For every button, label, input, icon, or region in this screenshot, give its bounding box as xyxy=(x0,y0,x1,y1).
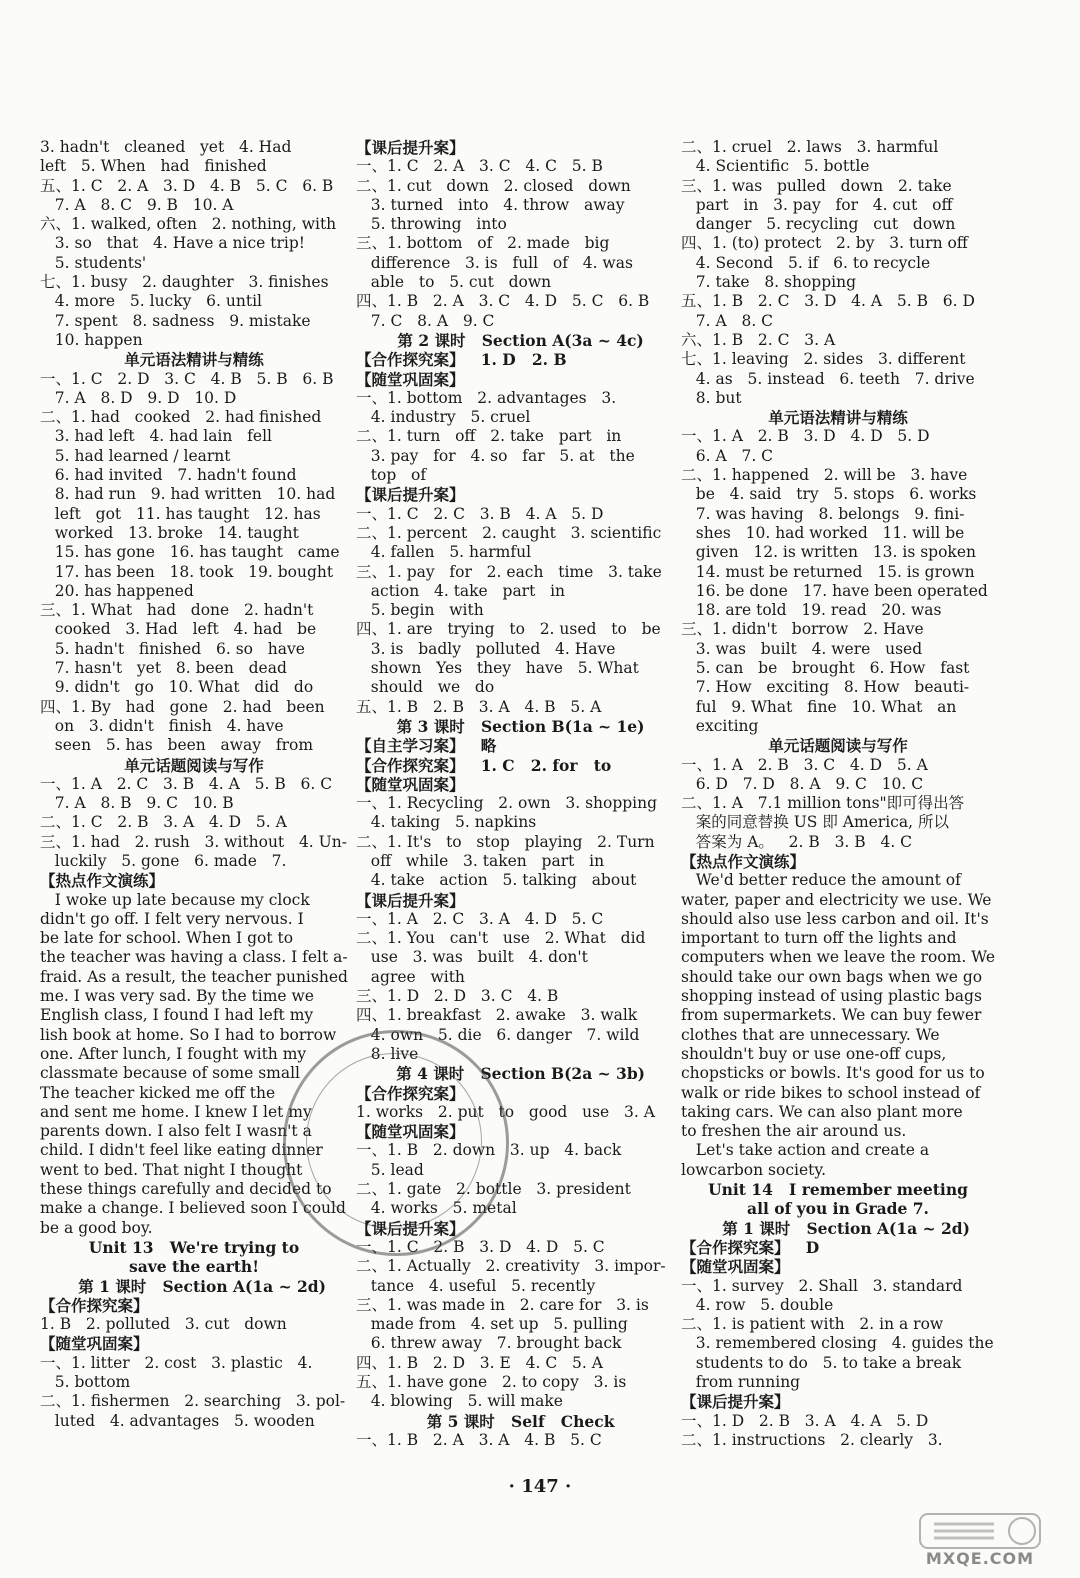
answer-line: 一、1. B 2. A 3. A 4. B 5. C xyxy=(356,1430,602,1449)
answer-line: 4. own 5. die 6. danger 7. wild xyxy=(356,1025,640,1044)
answer-line: chopsticks or bowls. It's good for us to xyxy=(681,1064,985,1083)
answer-line: 二、1. cruel 2. laws 3. harmful xyxy=(681,138,939,156)
answer-line: child. I didn't feel like eating dinner xyxy=(40,1141,323,1160)
answer-line: worked 13. broke 14. taught xyxy=(40,523,299,542)
answer-line: 7. C 8. A 9. C xyxy=(356,311,495,330)
answer-line: seen 5. has been away from xyxy=(40,736,314,755)
answer-line: 【合作探究案】 D xyxy=(681,1237,820,1257)
answer-line: 5. hadn't finished 6. so have xyxy=(40,639,305,658)
answer-line: make a change. I believed soon I could xyxy=(40,1199,346,1218)
answer-line: classmate because of some small xyxy=(40,1064,300,1083)
answer-line: 16. be done 17. have been operated xyxy=(681,581,988,600)
answer-line: 二、1. instructions 2. clearly 3. xyxy=(681,1430,943,1449)
answer-line: 4. as 5. instead 6. teeth 7. drive xyxy=(681,369,975,388)
answer-line: 五、1. B 2. B 3. A 4. B 5. A xyxy=(356,697,602,716)
answer-line: difference 3. is full of 4. was xyxy=(356,253,633,272)
answer-line: walk or ride bikes to school instead of xyxy=(681,1083,981,1102)
answer-line: 【合作探究案】 1. C 2. for to xyxy=(356,755,612,775)
answer-line: 【随堂巩固案】 xyxy=(356,1122,465,1142)
answer-line: 【自主学习案】 略 xyxy=(356,736,497,756)
answer-line: 二、1. You can't use 2. What did xyxy=(356,929,646,948)
answer-line: 二、1. fishermen 2. searching 3. pol- xyxy=(40,1392,346,1411)
answer-line: 3. so that 4. Have a nice trip! xyxy=(40,234,305,253)
answer-line: 9. didn't go 10. What did do xyxy=(40,678,314,697)
answer-line: 8. live xyxy=(356,1044,419,1063)
answer-line: 七、1. leaving 2. sides 3. different xyxy=(681,350,966,369)
answer-line: 【课后提升案】 xyxy=(681,1392,790,1412)
answer-line: 四、1. B 2. A 3. C 4. D 5. C 6. B xyxy=(356,292,650,311)
answer-line: 二、1. happened 2. will be 3. have xyxy=(681,466,968,485)
answer-line: lish book at home. So I had to borrow xyxy=(40,1025,337,1044)
answer-line: 4. row 5. double xyxy=(681,1295,834,1314)
answer-line: and sent me home. I knew I let my xyxy=(40,1102,312,1121)
answer-line: 【合作探究案】 1. D 2. B xyxy=(356,350,567,370)
answer-line: 3. hadn't cleaned yet 4. Had xyxy=(40,138,292,156)
seal-stamp-inner-ring xyxy=(306,1053,482,1229)
answer-line: 6. A 7. C xyxy=(681,446,774,465)
answer-line: 4. blowing 5. will make xyxy=(356,1392,563,1411)
answer-line: 【热点作文演练】 xyxy=(681,851,806,871)
answer-line: 二、1. gate 2. bottle 3. president xyxy=(356,1180,631,1199)
answer-line: 六、1. B 2. C 3. A xyxy=(681,330,836,349)
answer-line: 7. A 8. C 9. B 10. A xyxy=(40,195,234,214)
answer-line: use 3. was built 4. don't xyxy=(356,948,588,967)
answer-line: 六、1. walked, often 2. nothing, with xyxy=(40,215,337,234)
answer-line: 单元话题阅读与写作 xyxy=(768,736,908,756)
answer-line: exciting xyxy=(681,716,759,735)
answer-line: off while 3. taken part in xyxy=(356,851,605,870)
answer-line: 二、1. It's to stop playing 2. Turn xyxy=(356,832,655,851)
answer-line: 第 1 课时 Section A(1a ~ 2d) xyxy=(706,1218,970,1238)
answer-line: the teacher was having a class. I felt a- xyxy=(40,948,348,967)
answer-line: 7. A 8. B 9. C 10. B xyxy=(40,794,234,813)
answer-line: 8. had run 9. had written 10. had xyxy=(40,485,336,504)
answer-line: 二、1. A 7.1 million tons"即可得出答 xyxy=(681,794,965,813)
answer-line: one. After lunch, I fought with my xyxy=(40,1044,307,1063)
answer-line: 一、1. A 2. B 3. D 4. D 5. D xyxy=(681,427,930,446)
answer-line: 8. but xyxy=(681,388,742,407)
watermark-site: MXQE.COM xyxy=(925,1549,1035,1568)
answer-line: taking cars. We can also plant more xyxy=(681,1102,963,1121)
answer-line: 6. D 7. D 8. A 9. C 10. C xyxy=(681,774,924,793)
answer-line: 四、1. are trying to 2. used to be xyxy=(356,620,661,639)
answer-line: 一、1. C 2. C 3. B 4. A 5. D xyxy=(356,504,604,523)
answer-line: 一、1. Recycling 2. own 3. shopping xyxy=(356,794,658,813)
answer-line: me. I was very sad. By the time we xyxy=(40,987,314,1006)
answer-line: 一、1. C 2. B 3. D 4. D 5. C xyxy=(356,1237,605,1256)
answer-line: Let's take action and create a xyxy=(681,1141,930,1160)
answer-line: 20. has happened xyxy=(40,581,194,600)
answer-line: 一、1. survey 2. Shall 3. standard xyxy=(681,1276,963,1295)
answer-line: 3. remembered closing 4. guides the xyxy=(681,1334,994,1353)
answer-line: Unit 13 We're trying to xyxy=(88,1237,300,1257)
answer-line: 四、1. B 2. D 3. E 4. C 5. A xyxy=(356,1353,603,1372)
answer-line: 4. Second 5. if 6. to recycle xyxy=(681,253,931,272)
answer-line: 7. How exciting 8. How beauti- xyxy=(681,678,970,697)
answer-line: 4. industry 5. cruel xyxy=(356,408,531,427)
answer-line: left got 11. has taught 12. has xyxy=(40,504,321,523)
answer-line: 单元语法精讲与精练 xyxy=(124,350,264,370)
answer-line: 【随堂巩固案】 xyxy=(40,1334,149,1354)
answer-line: shown Yes they have 5. What xyxy=(356,659,639,678)
answer-line: 7. was having 8. belongs 9. fini- xyxy=(681,504,965,523)
answer-line: parents down. I also felt I wasn't a xyxy=(40,1122,312,1141)
answer-line: be late for school. When I got to xyxy=(40,929,294,948)
answer-line: 6. had invited 7. hadn't found xyxy=(40,466,297,485)
answer-line: shes 10. had worked 11. will be xyxy=(681,523,965,542)
answer-line: 3. was built 4. were used xyxy=(681,639,923,658)
answer-line: 案的同意替换 US 即 America, 所以 xyxy=(681,813,949,832)
answer-line: 5. can be brought 6. How fast xyxy=(681,659,970,678)
answer-line: 7. spent 8. sadness 9. mistake xyxy=(40,311,311,330)
answer-line: 单元语法精讲与精练 xyxy=(768,408,908,428)
answer-line: important to turn off the lights and xyxy=(681,929,957,948)
column-right xyxy=(681,138,995,1450)
answer-line: 二、1. turn off 2. take part in xyxy=(356,427,622,446)
answer-line: 4. take action 5. talking about xyxy=(356,871,637,890)
answer-line: 3. pay for 4. so far 5. at the xyxy=(356,446,635,465)
answer-line: 5. throwing into xyxy=(356,215,507,234)
answer-line: 5. students' xyxy=(40,253,147,272)
answer-line: 14. must be returned 15. is grown xyxy=(681,562,975,581)
answer-line: 【随堂巩固案】 xyxy=(356,369,465,389)
answer-line: 【课后提升案】 xyxy=(356,485,465,505)
answer-line: 答案为 A。 2. B 3. B 4. C xyxy=(681,832,913,851)
answer-line: ful 9. What fine 10. What an xyxy=(681,697,957,716)
answer-line: left 5. When had finished xyxy=(40,157,267,176)
answer-line: 一、1. C 2. D 3. C 4. B 5. B 6. B xyxy=(40,369,334,388)
watermark-logo-icon xyxy=(890,1512,1070,1552)
answer-line: all of you in Grade 7. xyxy=(747,1199,929,1219)
answer-line: 10. happen xyxy=(40,330,143,349)
answer-line: didn't go off. I felt very nervous. I xyxy=(40,909,304,928)
answer-line: 5. had learned / learnt xyxy=(40,446,231,465)
answer-line: be 4. said try 5. stops 6. works xyxy=(681,485,977,504)
answer-line: danger 5. recycling cut down xyxy=(681,215,956,234)
answer-line: 4. Scientific 5. bottle xyxy=(681,157,870,176)
answer-line: 【随堂巩固案】 xyxy=(681,1257,790,1277)
answer-line: 二、1. percent 2. caught 3. scientific xyxy=(356,523,662,542)
answer-line: 四、1. (to) protect 2. by 3. turn off xyxy=(681,234,968,253)
answer-line: computers when we leave the room. We xyxy=(681,948,995,967)
seal-stamp xyxy=(283,1030,509,1256)
answer-line: 三、1. was made in 2. care for 3. is xyxy=(356,1295,649,1314)
answer-line: action 4. take part in xyxy=(356,581,566,600)
answer-line: luckily 5. gone 6. made 7. xyxy=(54,851,287,870)
answer-line: 1. B 2. polluted 3. cut down xyxy=(40,1315,287,1334)
answer-line: 一、1. C 2. A 3. C 4. C 5. B xyxy=(356,157,603,176)
answer-line: should we do xyxy=(356,678,495,697)
answer-line: 二、1. is patient with 2. in a row xyxy=(681,1315,944,1334)
answer-line: 5. lead xyxy=(356,1160,424,1179)
answer-line: 17. has been 18. took 19. bought xyxy=(40,562,334,581)
answer-line: 七、1. busy 2. daughter 3. finishes xyxy=(40,273,329,292)
answer-line: 3. is badly polluted 4. Have xyxy=(356,639,616,658)
answer-line: I woke up late because my clock xyxy=(40,890,310,909)
answer-line: 二、1. had cooked 2. had finished xyxy=(40,408,322,427)
answer-line: The teacher kicked me off the xyxy=(40,1083,276,1102)
answer-line: these things carefully and decided to xyxy=(40,1180,332,1199)
answer-line: 6. threw away 7. brought back xyxy=(356,1334,622,1353)
answer-line: 三、1. was pulled down 2. take xyxy=(681,176,952,195)
answer-line: 【课后提升案】 xyxy=(356,1218,465,1238)
answer-line: 18. are told 19. read 20. was xyxy=(695,601,942,620)
answer-line: 第 3 课时 Section B(1a ~ 1e) xyxy=(380,716,645,736)
answer-line: tance 4. useful 5. recently xyxy=(356,1276,596,1295)
answer-line: from supermarkets. We can buy fewer xyxy=(681,1006,982,1025)
answer-line: 一、1. bottom 2. advantages 3. xyxy=(356,388,617,407)
answer-line: on 3. didn't finish 4. have xyxy=(40,716,284,735)
answer-line: 第 4 课时 Section B(2a ~ 3b) xyxy=(379,1064,645,1084)
answer-line: 一、1. A 2. C 3. B 4. A 5. B 6. C xyxy=(40,774,333,793)
answer-line: 五、1. B 2. C 3. D 4. A 5. B 6. D xyxy=(681,292,975,311)
answer-line: 3. turned into 4. throw away xyxy=(356,195,625,214)
page-number: · 147 · xyxy=(508,1476,572,1497)
answer-line: 7. take 8. shopping xyxy=(681,273,857,292)
answer-line: 3. had left 4. had lain fell xyxy=(40,427,272,446)
answer-line: save the earth! xyxy=(128,1257,260,1277)
answer-line: 4. works 5. metal xyxy=(356,1199,517,1218)
answer-line: agree with xyxy=(356,967,465,986)
answer-line: 三、1. bottom of 2. made big xyxy=(356,234,610,253)
answer-line: should also use less carbon and oil. It's xyxy=(681,909,989,928)
answer-line: 五、1. have gone 2. to copy 3. is xyxy=(356,1373,627,1391)
answer-line: 五、1. C 2. A 3. D 4. B 5. C 6. B xyxy=(40,176,334,195)
answer-line: cooked 3. Had left 4. had be xyxy=(40,620,317,639)
answer-line: 三、1. pay for 2. each time 3. take xyxy=(356,562,662,581)
answer-line: top of xyxy=(356,466,427,485)
answer-line: able to 5. cut down xyxy=(356,273,552,292)
answer-line: 三、1. had 2. rush 3. without 4. Un- xyxy=(40,832,347,851)
answer-line: to freshen the air around us. xyxy=(681,1122,907,1141)
answer-line: part in 3. pay for 4. cut off xyxy=(681,195,953,214)
answer-line: lowcarbon society. xyxy=(681,1160,827,1179)
answer-line: students to do 5. to take a break xyxy=(681,1353,962,1372)
answer-line: 【课后提升案】 xyxy=(356,890,465,910)
answer-line: 4. more 5. lucky 6. until xyxy=(40,292,262,311)
answer-line: 【合作探究案】 xyxy=(40,1295,149,1315)
answer-line: English class, I found I had left my xyxy=(40,1006,314,1025)
answer-line: We'd better reduce the amount of xyxy=(681,871,961,890)
answer-line: 二、1. cut down 2. closed down xyxy=(356,176,631,195)
answer-line: 一、1. D 2. B 3. A 4. A 5. D xyxy=(681,1411,929,1430)
answer-line: luted 4. advantages 5. wooden xyxy=(40,1411,315,1430)
answer-line: 一、1. A 2. B 3. C 4. D 5. A xyxy=(681,755,928,774)
answer-line: 4. taking 5. napkins xyxy=(356,813,537,832)
answer-line: 【随堂巩固案】 xyxy=(356,774,465,794)
answer-line: 5. begin with xyxy=(356,601,484,620)
answer-line: 一、1. litter 2. cost 3. plastic 4. xyxy=(40,1353,313,1372)
answer-line: 7. A 8. C xyxy=(681,311,774,330)
answer-line: 三、1. D 2. D 3. C 4. B xyxy=(356,987,559,1006)
answer-line: went to bed. That night I thought xyxy=(40,1160,303,1179)
answer-line: should take our own bags when we go xyxy=(681,967,983,986)
answer-line: given 12. is written 13. is spoken xyxy=(681,543,976,562)
answer-line: 二、1. Actually 2. creativity 3. impor- xyxy=(356,1257,666,1276)
answer-line: 一、1. B 2. down 3. up 4. back xyxy=(356,1141,622,1160)
answer-line: 二、1. C 2. B 3. A 4. D 5. A xyxy=(40,813,287,832)
answer-line: made from 4. set up 5. pulling xyxy=(370,1315,628,1334)
answer-line: 四、1. breakfast 2. awake 3. walk xyxy=(356,1006,638,1025)
column-left xyxy=(40,138,348,1431)
answer-line: 【热点作文演练】 xyxy=(40,871,165,891)
answer-line: shouldn't buy or use one-off cups, xyxy=(681,1044,947,1063)
answer-line: 单元话题阅读与写作 xyxy=(124,755,264,775)
answer-line: water, paper and electricity we use. We xyxy=(681,890,992,909)
answer-line: Unit 14 I remember meeting xyxy=(708,1180,968,1200)
answer-line: 5. bottom xyxy=(40,1373,131,1391)
answer-line: 15. has gone 16. has taught came xyxy=(40,543,340,562)
answer-line: clothes that are unnecessary. We xyxy=(681,1025,940,1044)
answer-line: 第 1 课时 Section A(1a ~ 2d) xyxy=(62,1276,326,1296)
answer-line: fraid. As a result, the teacher punished xyxy=(40,967,348,986)
answer-line: 四、1. By had gone 2. had been xyxy=(40,697,325,716)
answer-line: 一、1. A 2. C 3. A 4. D 5. C xyxy=(356,909,604,928)
answer-line: 三、1. didn't borrow 2. Have xyxy=(681,620,924,639)
answer-line: 4. fallen 5. harmful xyxy=(356,543,532,562)
answer-line: from running xyxy=(681,1373,801,1391)
answer-line: 【合作探究案】 xyxy=(356,1083,465,1103)
answer-line: 【课后提升案】 xyxy=(356,138,465,157)
site-watermark xyxy=(890,1512,1070,1570)
answer-line: be a good boy. xyxy=(40,1218,153,1237)
answer-line: 第 2 课时 Section A(3a ~ 4c) xyxy=(381,330,644,350)
answer-line: 三、1. What had done 2. hadn't xyxy=(40,601,314,620)
answer-line: 第 5 课时 Self Check xyxy=(410,1411,615,1431)
answer-line: 7. A 8. D 9. D 10. D xyxy=(40,388,237,407)
answer-line: 7. hasn't yet 8. been dead xyxy=(40,659,287,678)
answer-line: 1. works 2. put to good use 3. A xyxy=(356,1102,655,1121)
answer-line: shopping instead of using plastic bags xyxy=(681,987,982,1006)
